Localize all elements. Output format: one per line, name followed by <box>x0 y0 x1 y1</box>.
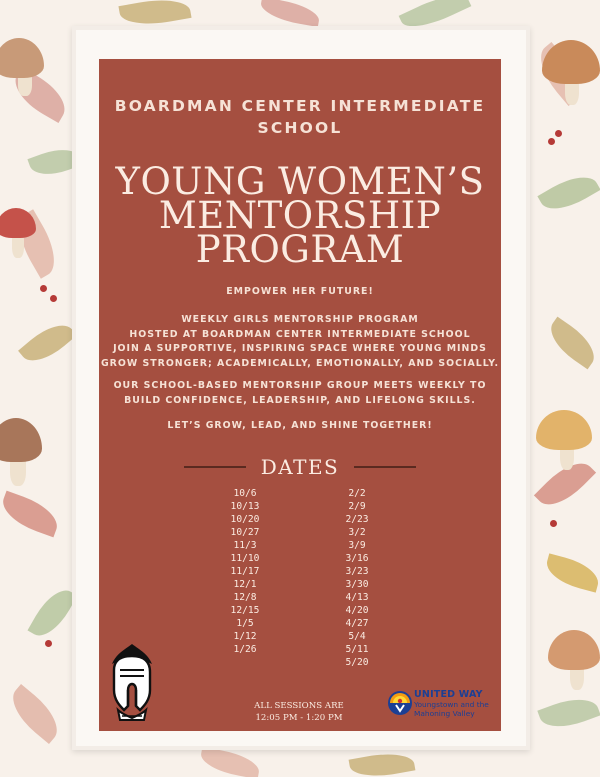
dates-heading: DATES <box>260 455 340 479</box>
about-line: WEEKLY GIRLS MENTORSHIP PROGRAM <box>181 314 419 325</box>
mushroom-decoration <box>548 630 600 670</box>
berry-decoration <box>50 295 57 302</box>
mushroom-decoration <box>0 418 42 462</box>
date-item: 2/23 <box>345 514 369 525</box>
berry-decoration <box>45 640 52 647</box>
dates-column-spring <box>336 487 378 669</box>
title-line1: YOUNG WOMEN’S <box>115 160 485 203</box>
date-item: 2/9 <box>348 501 366 512</box>
date-item: 10/27 <box>230 527 260 538</box>
berry-decoration <box>548 138 555 145</box>
sponsor-subtitle-line2: Mahoning Valley <box>414 708 475 718</box>
date-item: 1/12 <box>233 631 257 642</box>
about-line: HOSTED AT BOARDMAN CENTER INTERMEDIATE SCHOOL <box>129 328 471 340</box>
sponsor-subtitle-line1: Youngstown and the <box>414 700 489 709</box>
date-item: 11/10 <box>230 553 260 564</box>
leaf-decoration <box>537 167 600 219</box>
date-item: 10/20 <box>230 514 260 525</box>
session-time <box>244 700 354 724</box>
date-item: 3/30 <box>345 579 369 590</box>
school-name-line2: SCHOOL <box>257 119 343 137</box>
date-item: 3/16 <box>345 553 369 564</box>
date-item: 5/11 <box>345 644 369 655</box>
leaf-decoration <box>543 553 600 592</box>
date-item: 1/5 <box>236 618 254 629</box>
title-line3: PROGRAM <box>195 228 405 271</box>
date-item: 11/3 <box>233 540 257 551</box>
date-item: 11/17 <box>230 566 260 577</box>
berry-decoration <box>40 285 47 292</box>
date-item: 12/1 <box>233 579 257 590</box>
sponsor-subtitle <box>414 701 504 718</box>
leaf-decoration <box>18 315 77 370</box>
date-item: 4/20 <box>345 605 369 616</box>
berry-decoration <box>555 130 562 137</box>
leaf-decoration <box>199 747 262 777</box>
united-way-icon <box>387 690 413 716</box>
description-text <box>99 379 501 408</box>
date-item: 4/27 <box>345 618 369 629</box>
mushroom-decoration <box>0 38 44 78</box>
date-item: 3/9 <box>348 540 366 551</box>
leaf-decoration <box>0 491 63 538</box>
divider-line <box>354 466 416 468</box>
leaf-decoration <box>543 317 600 370</box>
leaf-decoration <box>27 583 77 644</box>
description-line: OUR SCHOOL-BASED MENTORSHIP GROUP MEETS WEEKLY TO <box>113 380 487 391</box>
about-line: GROW STRONGER; ACADEMICALLY, EMOTIONALLY, AND SOCIALLY. <box>100 357 500 369</box>
date-item: 3/2 <box>348 527 366 538</box>
school-name-line1: BOARDMAN CENTER INTERMEDIATE <box>114 97 486 115</box>
session-time-line1: ALL SESSIONS ARE <box>254 701 344 711</box>
flyer-panel <box>99 59 501 731</box>
about-line: JOIN A SUPPORTIVE, INSPIRING SPACE WHERE YOUNG MINDS <box>113 343 487 354</box>
program-title <box>99 160 501 271</box>
date-item: 10/6 <box>233 488 257 499</box>
dates-header <box>99 457 501 477</box>
leaf-decoration <box>537 691 600 735</box>
sponsor-name: UNITED WAY <box>414 689 483 700</box>
motto: LET’S GROW, LEAD, AND SHINE TOGETHER! <box>167 420 433 431</box>
date-item: 12/15 <box>230 605 260 616</box>
tagline: EMPOWER HER FUTURE! <box>226 286 374 297</box>
leaf-decoration <box>259 0 322 27</box>
berry-decoration <box>550 520 557 527</box>
about-text <box>99 313 501 371</box>
date-item: 2/2 <box>348 488 366 499</box>
date-item: 4/13 <box>345 592 369 603</box>
session-time-line2: 12:05 PM - 1:20 PM <box>255 713 343 723</box>
date-item: 5/4 <box>348 631 366 642</box>
spartan-helmet-icon <box>106 640 158 722</box>
united-way-logo <box>387 688 497 728</box>
date-item: 10/13 <box>230 501 260 512</box>
date-item: 3/23 <box>345 566 369 577</box>
date-item: 12/8 <box>233 592 257 603</box>
school-name <box>99 95 501 139</box>
date-item: 5/20 <box>345 657 369 668</box>
leaf-decoration <box>3 684 67 744</box>
date-item: 1/26 <box>233 644 257 655</box>
dates-column-fall <box>224 487 266 656</box>
description-line: BUILD CONFIDENCE, LEADERSHIP, AND LIFELONG SKILLS. <box>124 394 476 406</box>
mushroom-decoration <box>536 410 592 450</box>
title-line2: MENTORSHIP <box>158 194 442 237</box>
leaf-decoration <box>349 749 416 777</box>
